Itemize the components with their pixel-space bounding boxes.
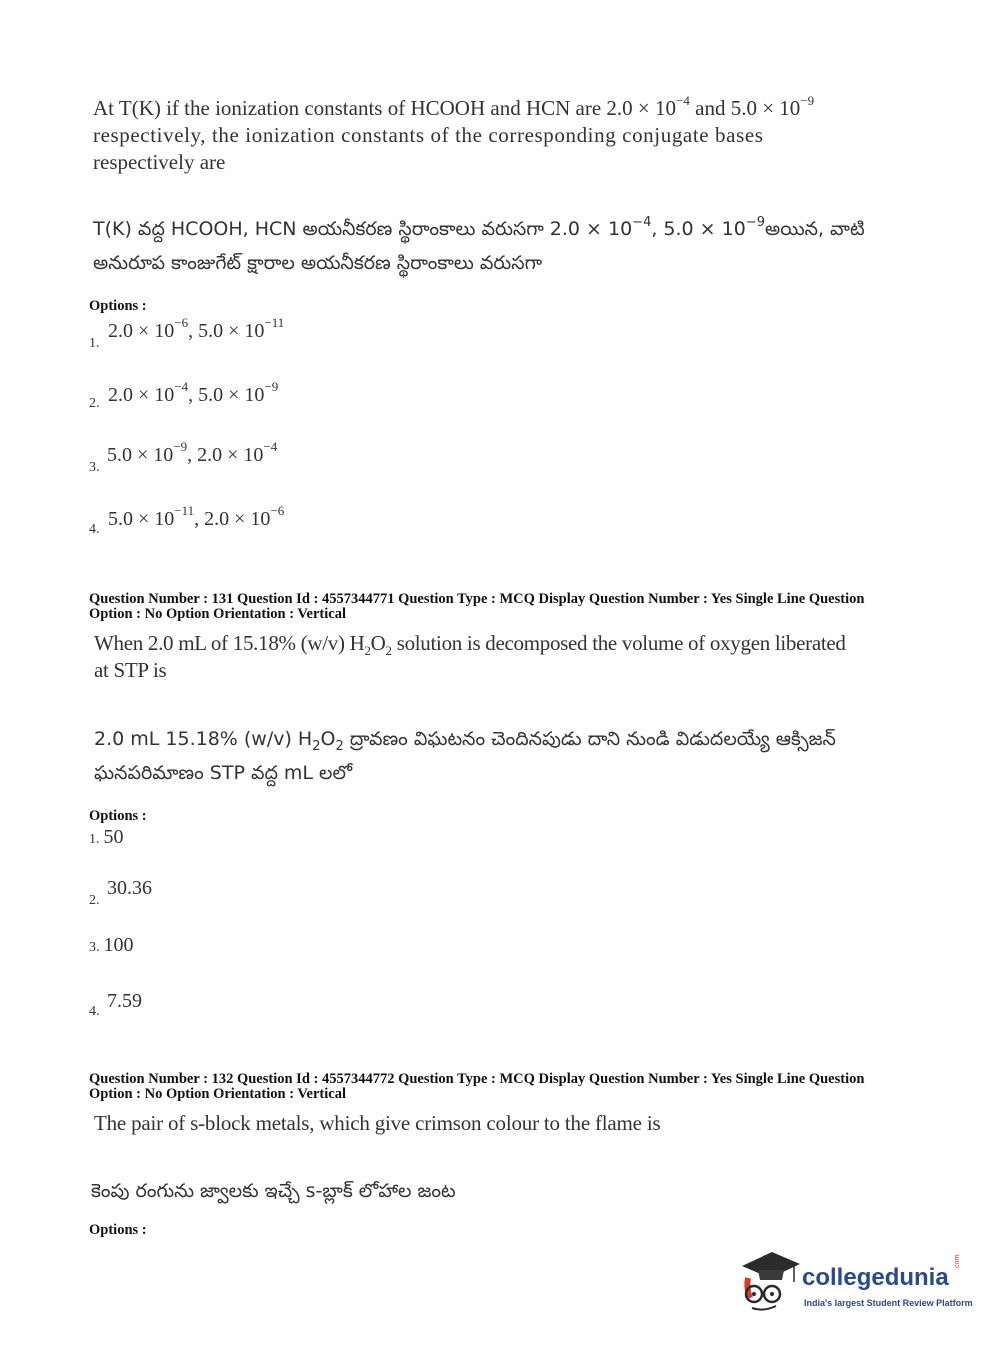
q131-meta-line2: Option : No Option Orientation : Vertical <box>89 606 346 622</box>
option-number: 4. <box>89 1004 100 1019</box>
logo-suffix: .com <box>954 1254 961 1270</box>
q132-meta-line2: Option : No Option Orientation : Vertical <box>89 1086 346 1102</box>
collegedunia-logo[interactable] <box>738 1248 973 1318</box>
q132-meta <box>89 1072 989 1102</box>
q131-option-1[interactable] <box>89 826 124 849</box>
logo-name: collegedunia <box>802 1264 949 1291</box>
q131-options-label: Options : <box>89 808 147 824</box>
q132-english-text: The pair of s-block metals, which give crimson colour to the flame is <box>94 1111 661 1135</box>
q131-telugu-text <box>94 722 894 790</box>
q131-english-text <box>94 630 894 684</box>
q130-te-line1: T(K) వద్ద HCOOH, HCN అయనీకరణ స్థిరాంకాలు వరుసగా $2.0 \times 10^{-4}$, $5.0 \times 10^{-9}అయిన$, వాటి <box>93 214 865 240</box>
option-number: 1. <box>89 336 100 351</box>
q131-meta <box>89 592 989 622</box>
q131-te-line1: 2.0 mL 15.18% (w/v) $H_2O_2$ ద్రావణం విఘటనం చెందినపుడు దాని నుండి విడుదలయ్యే ఆక్సిజన్ <box>94 728 836 754</box>
q131-option-3[interactable] <box>89 934 134 957</box>
q130-te-line2: అనురూప కాంజుగేట్ క్షారాల అయనీకరణ స్థిరాంకాలు వరుసగా <box>93 252 543 274</box>
q131-te-line2: ఘనపరిమాణం STP వద్ద mL లలో <box>94 762 353 784</box>
q132-meta-line1: Question Number : 132 Question Id : 4557344772 Question Type : MCQ Display Question Number : Yes Single Line Question <box>89 1071 865 1087</box>
logo-tagline: India's largest Student Review Platform <box>804 1298 973 1308</box>
q131-meta-line1: Question Number : 131 Question Id : 4557344771 Question Type : MCQ Display Question Number : Yes Single Line Question <box>89 591 865 607</box>
q131-en-line1: When 2.0 mL of 15.18% (w/v) $H_2O_2$ solution is decomposed the volume of oxygen liberated <box>94 631 846 659</box>
option-value: 7.59 <box>107 990 142 1012</box>
option-value: $2.0 \times 10^{-6}$, $5.0 \times 10^{-11}$ <box>108 315 285 342</box>
option-number: 1. <box>89 832 100 847</box>
option-number: 3. <box>89 940 100 955</box>
option-number: 3. <box>89 460 100 475</box>
option-number: 4. <box>89 522 100 537</box>
option-value: $5.0 \times 10^{-11}$, $2.0 \times 10^{-6}$ <box>108 503 285 530</box>
graduation-cap-mascot-icon <box>738 1248 800 1314</box>
option-value: $5.0 \times 10^{-9}$, $2.0 \times 10^{-4}$ <box>107 439 278 466</box>
option-number: 2. <box>89 396 100 411</box>
option-value: 100 <box>103 934 134 956</box>
q130-en-line1: At T(K) if the ionization constants of HCOOH and HCN are $2.0 \times 10^{-4}$ and $5.0 \times 10^{-9}$ <box>93 93 815 120</box>
q130-telugu-text <box>93 212 893 280</box>
option-value: 50 <box>103 826 124 848</box>
q130-en-line3: respectively are <box>93 150 226 174</box>
q130-english-text <box>93 95 873 176</box>
option-value: $2.0 \times 10^{-4}$, $5.0 \times 10^{-9}$ <box>108 379 279 406</box>
option-number: 2. <box>89 893 100 908</box>
option-value: 30.36 <box>107 877 152 899</box>
q130-options-label: Options : <box>89 298 147 314</box>
q130-en-line2: respectively, the ionization constants of the corresponding conjugate bases <box>93 123 764 147</box>
q132-options-label: Options : <box>89 1222 147 1238</box>
q132-telugu-text: కెంపు రంగును జ్వాలకు ఇచ్చే s-బ్లాక్ లోహాల జంట <box>91 1180 456 1202</box>
q131-en-line2: at STP is <box>94 658 167 682</box>
